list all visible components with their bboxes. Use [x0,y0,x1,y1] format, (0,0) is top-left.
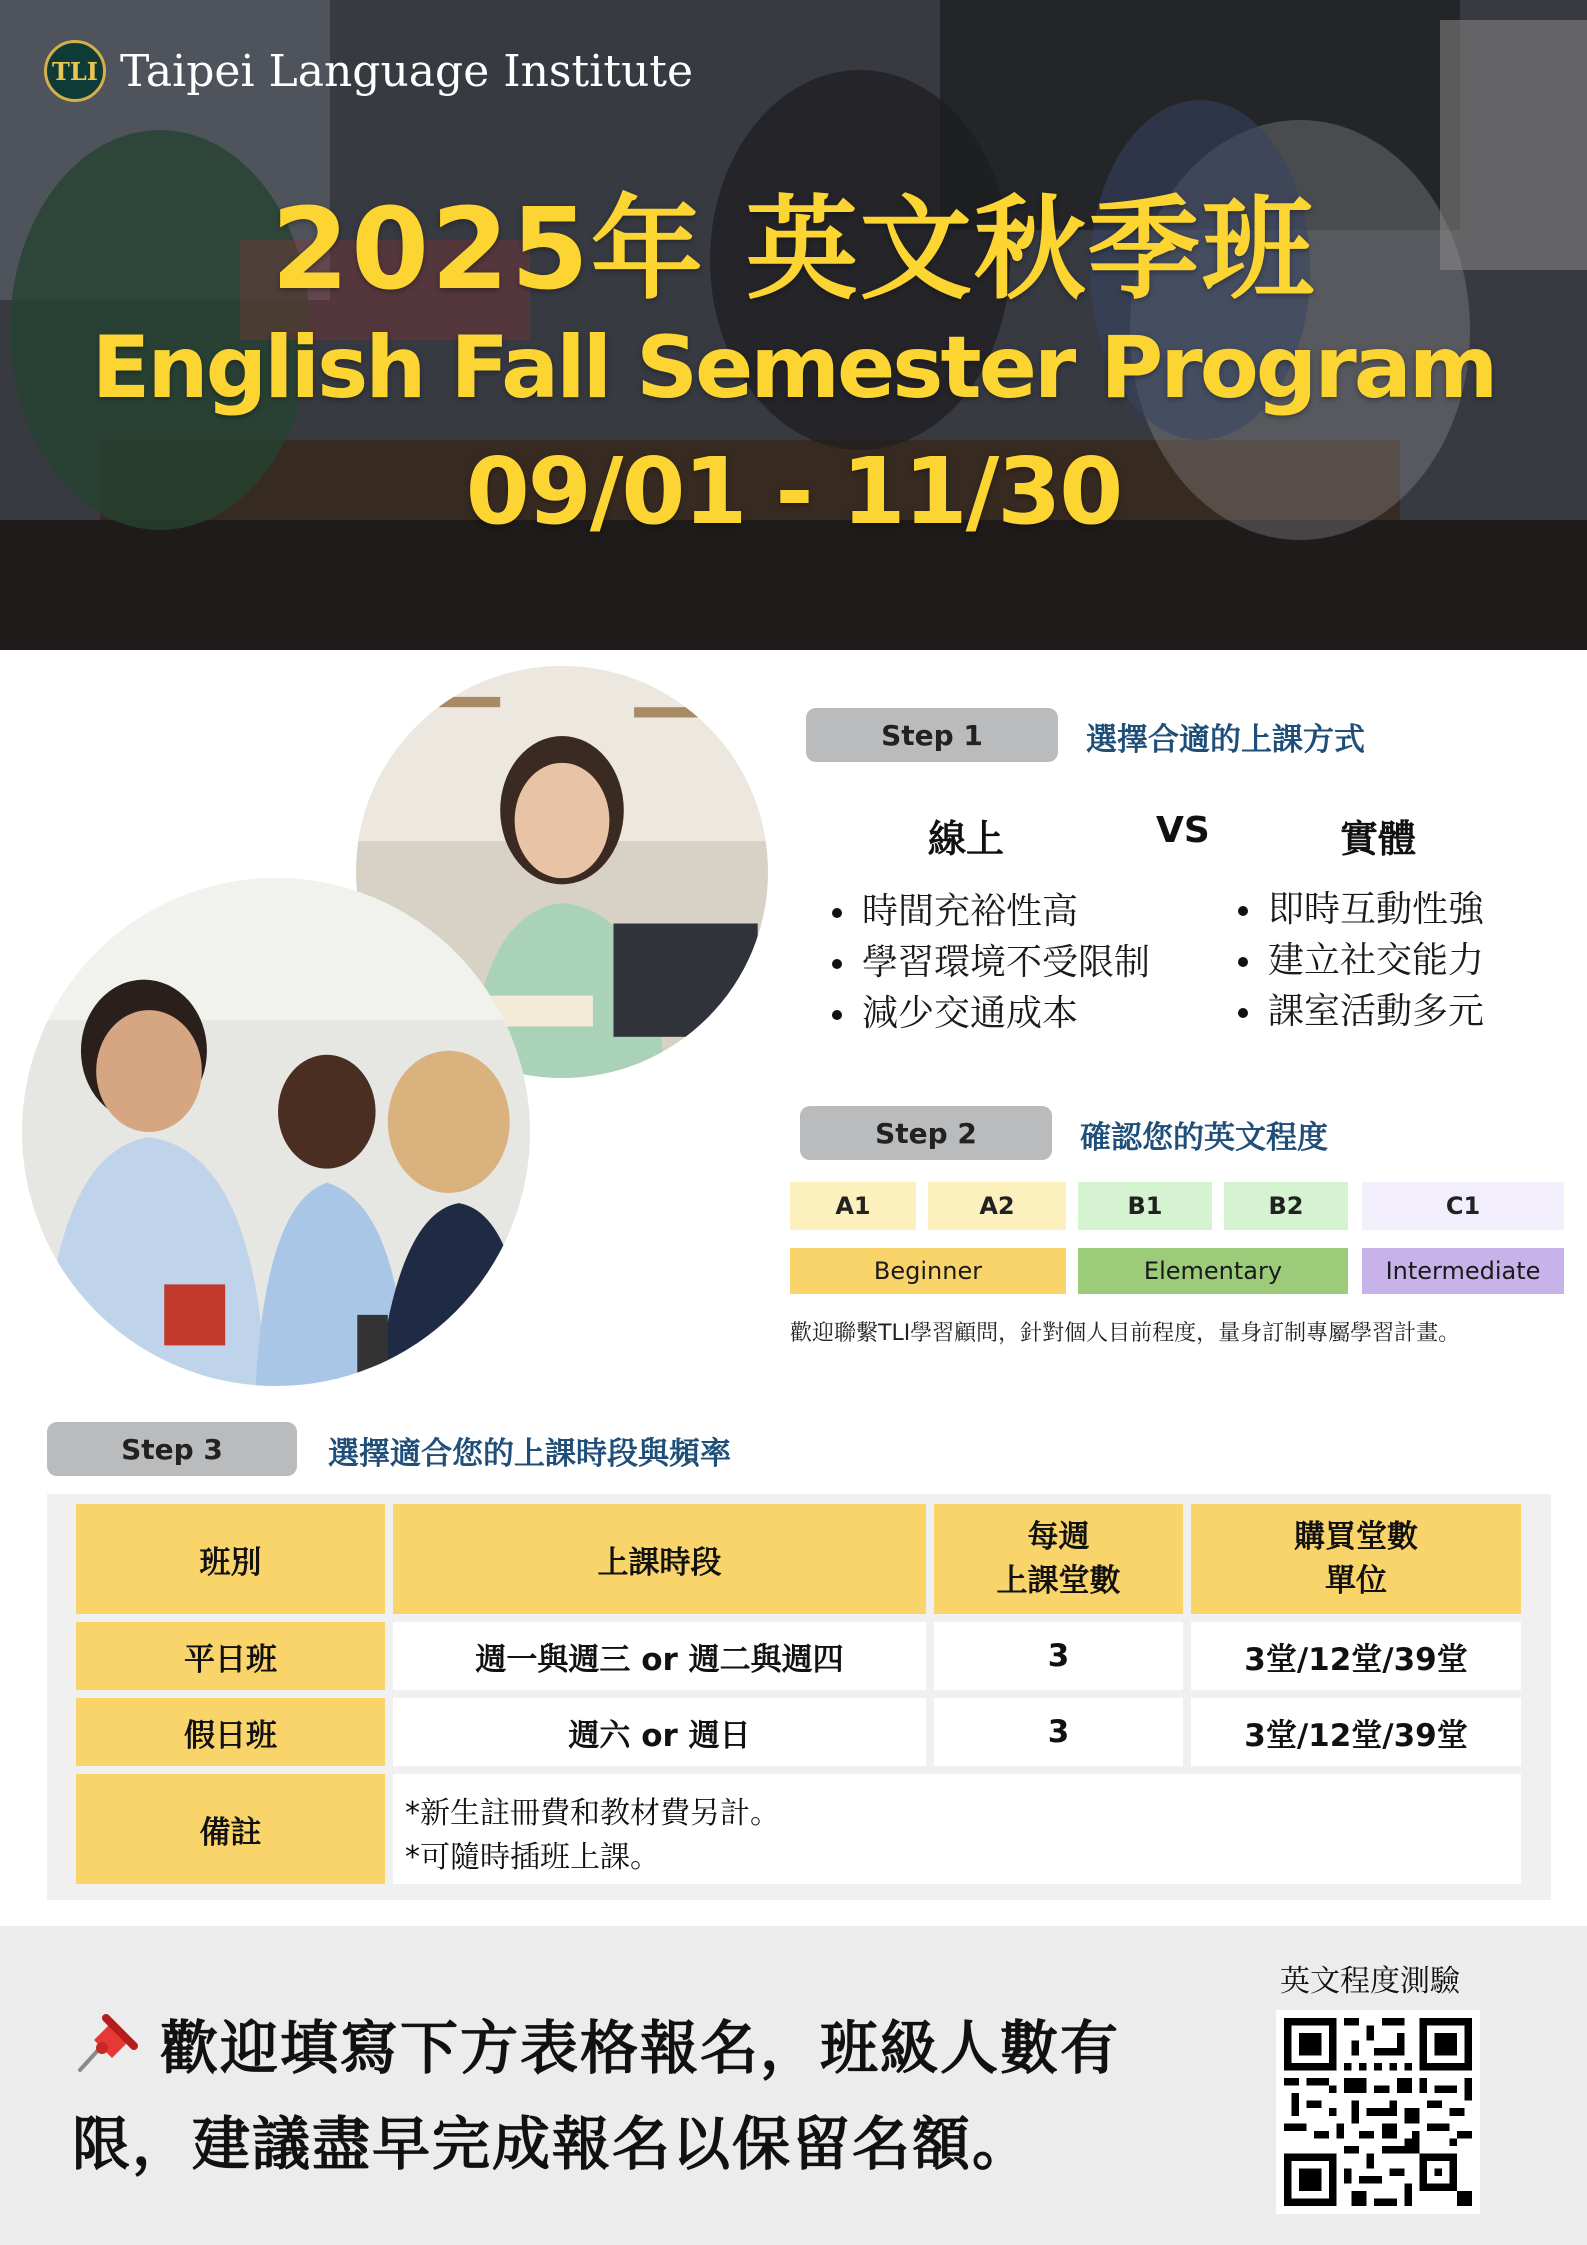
band-intermediate: Intermediate [1362,1248,1564,1294]
note-line: *可隨時插班上課。 [405,1840,660,1875]
qr-code-icon[interactable] [1276,2010,1480,2214]
online-benefits-list [828,886,1150,1039]
header-time-slot: 上課時段 [393,1504,926,1614]
registration-cta [72,2000,1212,2192]
header-purchase-line1: 購買堂數 [1294,1519,1418,1555]
row-weekday-time: 週一與週三 or 週二與週四 [393,1622,926,1690]
header-weekly-line2: 上課堂數 [996,1563,1121,1599]
level-a2: A2 [928,1182,1066,1230]
inperson-benefits-list [1234,884,1484,1037]
header-weekly-line1: 每週 [1027,1519,1090,1555]
band-beginner: Beginner [790,1248,1066,1294]
vs-label: VS [1156,810,1210,851]
step2-badge: Step 2 [800,1106,1052,1160]
institute-logo [44,40,693,102]
step3-badge: Step 3 [47,1422,297,1476]
header-purchase-units [1191,1504,1521,1614]
row-weekday-label: 平日班 [76,1622,385,1690]
title-zh: 2025年 英文秋季班 [271,185,1316,315]
header-weekly-sessions [934,1504,1183,1614]
list-item: 減少交通成本 [828,988,1150,1039]
list-item: 即時互動性強 [1234,884,1484,935]
level-advice-note: 歡迎聯繫TLI學習顧問，針對個人目前程度，量身訂制專屬學習計畫。 [790,1321,1461,1346]
online-heading: 線上 [928,817,1005,861]
row-weekday-units: 3堂/12堂/39堂 [1191,1622,1521,1690]
level-c1: C1 [1362,1182,1564,1230]
list-item: 課室活動多元 [1234,986,1484,1037]
inperson-heading: 實體 [1340,817,1417,861]
row-weekend-units: 3堂/12堂/39堂 [1191,1698,1521,1766]
cta-line1: 歡迎填寫下方表格報名，班級人數有 [160,2014,1121,2082]
step2-title: 確認您的英文程度 [1080,1120,1328,1156]
step3-title: 選擇適合您的上課時段與頻率 [328,1436,731,1472]
list-item: 學習環境不受限制 [828,937,1150,988]
note-line: *新生註冊費和教材費另計。 [405,1796,780,1831]
logo-mark: TLI [52,56,98,86]
header-purchase-line2: 單位 [1325,1563,1387,1599]
logo-badge-icon [44,40,106,102]
classroom-photo [22,878,530,1386]
header-class-type: 班別 [76,1504,385,1614]
cta-line2: 限，建議盡早完成報名以保留名額。 [72,2110,1033,2178]
institute-name: Taipei Language Institute [120,45,694,97]
level-a1: A1 [790,1182,916,1230]
row-notes-content [393,1774,1521,1884]
date-range: 09/01 - 11/30 [465,438,1122,545]
level-b1: B1 [1078,1182,1212,1230]
step1-title: 選擇合適的上課方式 [1086,722,1365,758]
title-en: English Fall Semester Program [91,318,1496,418]
list-item: 時間充裕性高 [828,886,1150,937]
row-weekend-sessions: 3 [934,1698,1183,1766]
row-weekend-time: 週六 or 週日 [393,1698,926,1766]
band-elementary: Elementary [1078,1248,1348,1294]
row-weekday-sessions: 3 [934,1622,1183,1690]
row-weekend-label: 假日班 [76,1698,385,1766]
step1-badge: Step 1 [806,708,1058,762]
level-b2: B2 [1224,1182,1348,1230]
qr-label: 英文程度測驗 [1280,1964,1460,1999]
list-item: 建立社交能力 [1234,935,1484,986]
row-notes-label: 備註 [76,1774,385,1884]
pushpin-icon [72,2014,138,2074]
